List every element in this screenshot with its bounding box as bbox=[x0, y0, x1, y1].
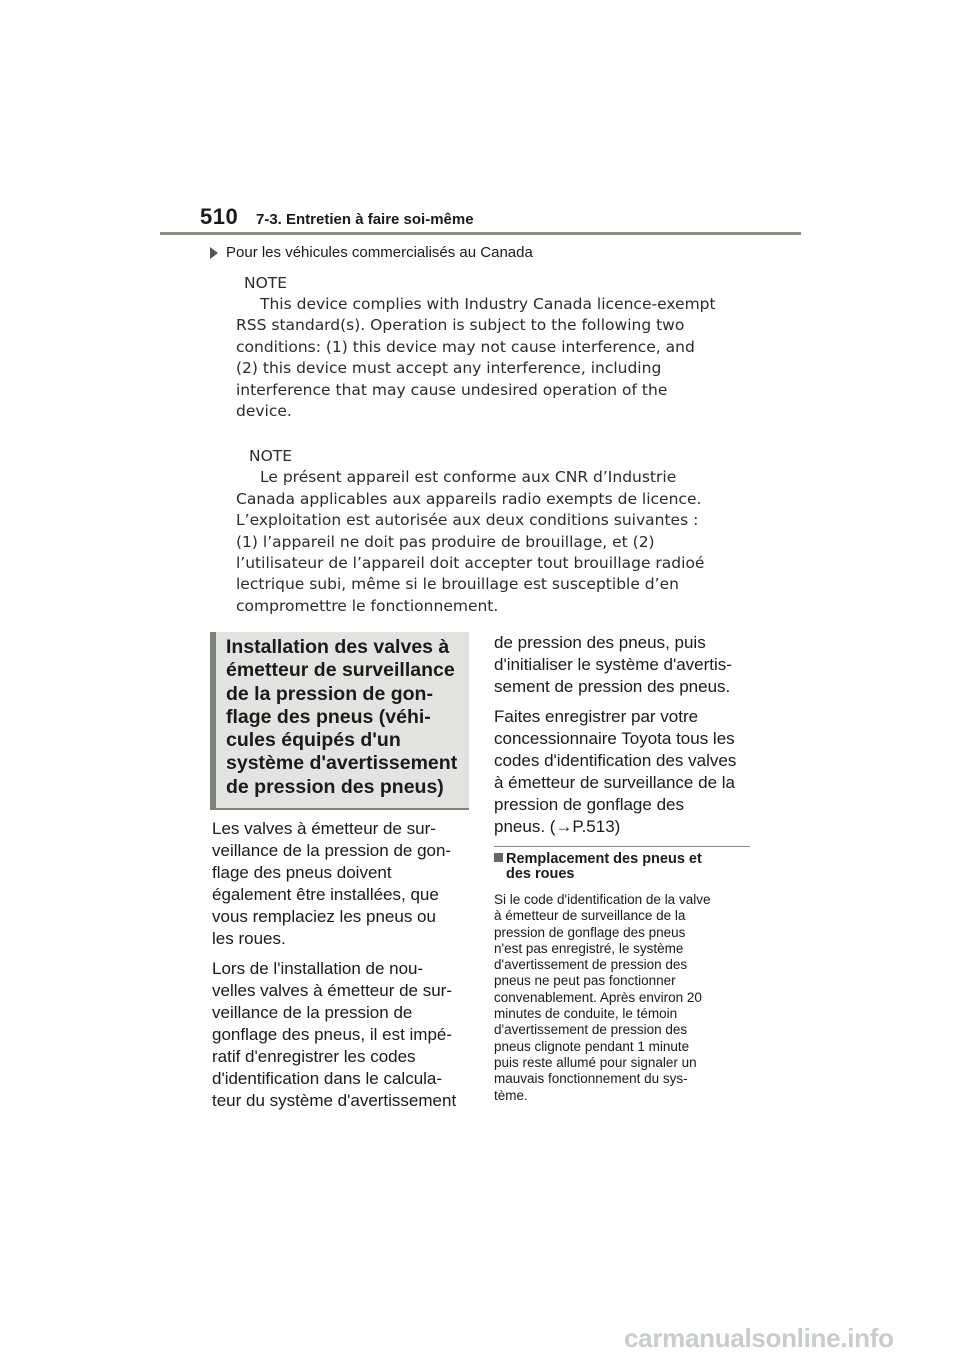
paragraph bbox=[212, 818, 474, 950]
text-line: également être installées, que bbox=[212, 885, 439, 904]
watermark-logo: carmanualsonline.info bbox=[624, 1323, 894, 1353]
text-line: d'identification dans le calcula- bbox=[212, 1069, 443, 1088]
section-title-line: de la pression de gon- bbox=[226, 682, 433, 705]
notice-fr-line: lectrique subi, même si le brouillage est susceptible d’en bbox=[236, 575, 679, 594]
triangle-bullet-icon bbox=[210, 247, 218, 259]
left-column-body bbox=[212, 818, 474, 1120]
notice-fr-heading: NOTE bbox=[249, 447, 293, 466]
subsection-title bbox=[494, 852, 750, 882]
text-line: teur du système d'avertissement bbox=[212, 1091, 457, 1110]
text-line: tème. bbox=[494, 1087, 528, 1103]
notice-fr-line: compromettre le fonctionnement. bbox=[236, 596, 499, 615]
chapter-title: 7-3. Entretien à faire soi-même bbox=[256, 211, 474, 228]
section-title-line: système d'avertissement bbox=[226, 752, 458, 775]
page-reference-link[interactable]: pneus. (→P.513) bbox=[494, 817, 621, 836]
text-line: Faites enregistrer par votre bbox=[494, 707, 699, 726]
subsection-title-text: Remplacement des pneus et bbox=[506, 851, 702, 867]
text-line: ratif d'enregistrer les codes bbox=[212, 1047, 416, 1066]
text-line: Les valves à émetteur de sur- bbox=[212, 819, 436, 838]
notice-en-line: RSS standard(s). Operation is subject to the following two bbox=[236, 316, 685, 335]
section-title-line: émetteur de surveillance bbox=[226, 659, 455, 682]
section-title-line: flage des pneus (véhi- bbox=[226, 705, 431, 728]
text-line: d'initialiser le système d'avertis- bbox=[494, 655, 732, 674]
paragraph bbox=[212, 958, 474, 1112]
notice-fr-line: Le présent appareil est conforme aux CNR d’Industrie bbox=[260, 468, 677, 487]
subsection-body bbox=[494, 892, 754, 1104]
notice-french bbox=[236, 445, 736, 617]
text-line: codes d'identification des valves bbox=[494, 751, 737, 770]
notice-en-line: (2) this device must accept any interference, including bbox=[236, 359, 662, 378]
text-line: de pression des pneus, puis bbox=[494, 633, 706, 652]
page-header bbox=[200, 204, 800, 234]
text-line: Lors de l'installation de nou- bbox=[212, 959, 424, 978]
notice-en-line: conditions: (1) this device may not cause interference, and bbox=[236, 337, 695, 356]
header-divider bbox=[160, 232, 801, 235]
text-line: sement de pression des pneus. bbox=[494, 677, 731, 696]
text-line: à émetteur de surveillance de la bbox=[494, 908, 686, 924]
notice-fr-line: (1) l’appareil ne doit pas produire de brouillage, et (2) bbox=[236, 532, 655, 551]
text-line: n'est pas enregistré, le système bbox=[494, 940, 684, 956]
text-line: pneus clignote pendant 1 minute bbox=[494, 1038, 690, 1054]
section-title-line: Installation des valves à bbox=[226, 636, 450, 658]
notice-en-line: This device complies with Industry Canada licence-exempt bbox=[260, 295, 716, 313]
section-heading-box bbox=[210, 632, 469, 810]
text-line: d'avertissement de pression des bbox=[494, 1022, 688, 1038]
subsection-title-line: des roues bbox=[506, 866, 575, 882]
square-bullet-icon bbox=[494, 853, 503, 862]
section-title-line: cules équipés d'un bbox=[226, 729, 401, 752]
text-line: pression de gonflage des pneus bbox=[494, 924, 686, 940]
subsection-divider bbox=[494, 846, 750, 847]
notice-en-line: interference that may cause undesired operation of the bbox=[236, 380, 668, 399]
text-line: les roues. bbox=[212, 929, 286, 948]
text-line: convenablement. Après environ 20 bbox=[494, 989, 702, 1005]
notice-english bbox=[236, 272, 736, 422]
text-line: concessionnaire Toyota tous les bbox=[494, 729, 735, 748]
text-line: à émetteur de surveillance de la bbox=[494, 773, 735, 792]
text-line: puis reste allumé pour signaler un bbox=[494, 1054, 697, 1070]
text-line: veillance de la pression de bbox=[212, 1003, 413, 1022]
notice-en-line: device. bbox=[236, 401, 292, 420]
text-line: pneus ne peut pas fonctionner bbox=[494, 973, 676, 989]
text-line: gonflage des pneus, il est impé- bbox=[212, 1025, 453, 1044]
text-line: mauvais fonctionnement du sys- bbox=[494, 1071, 688, 1087]
text-line: vous remplaciez les pneus ou bbox=[212, 907, 436, 926]
text-line: d'avertissement de pression des bbox=[494, 957, 688, 973]
notice-fr-line: L’exploitation est autorisée aux deux conditions suivantes : bbox=[236, 511, 699, 530]
section-title-line: de pression des pneus) bbox=[226, 775, 444, 798]
paragraph bbox=[494, 706, 756, 838]
text-line: pression de gonflage des bbox=[494, 795, 684, 814]
text-line: Si le code d'identification de la valve bbox=[494, 892, 711, 907]
page-number: 510 bbox=[200, 204, 239, 229]
text-line: veillance de la pression de gon- bbox=[212, 841, 452, 860]
text-line: flage des pneus doivent bbox=[212, 863, 392, 882]
text-line: minutes de conduite, le témoin bbox=[494, 1006, 678, 1022]
subsection-title-line bbox=[494, 852, 750, 867]
notice-fr-line: Canada applicables aux appareils radio exempts de licence. bbox=[236, 489, 702, 508]
text-line: velles valves à émetteur de sur- bbox=[212, 981, 452, 1000]
intro-line bbox=[210, 244, 533, 261]
section-title bbox=[226, 636, 461, 799]
right-column-body bbox=[494, 632, 756, 846]
regulatory-notice bbox=[236, 272, 736, 617]
paragraph bbox=[494, 632, 756, 698]
notice-fr-line: l’utilisateur de l’appareil doit accepter tout brouillage radioé bbox=[236, 553, 705, 572]
notice-en-heading: NOTE bbox=[244, 274, 288, 292]
intro-text: Pour les véhicules commercialisés au Canada bbox=[226, 244, 533, 261]
